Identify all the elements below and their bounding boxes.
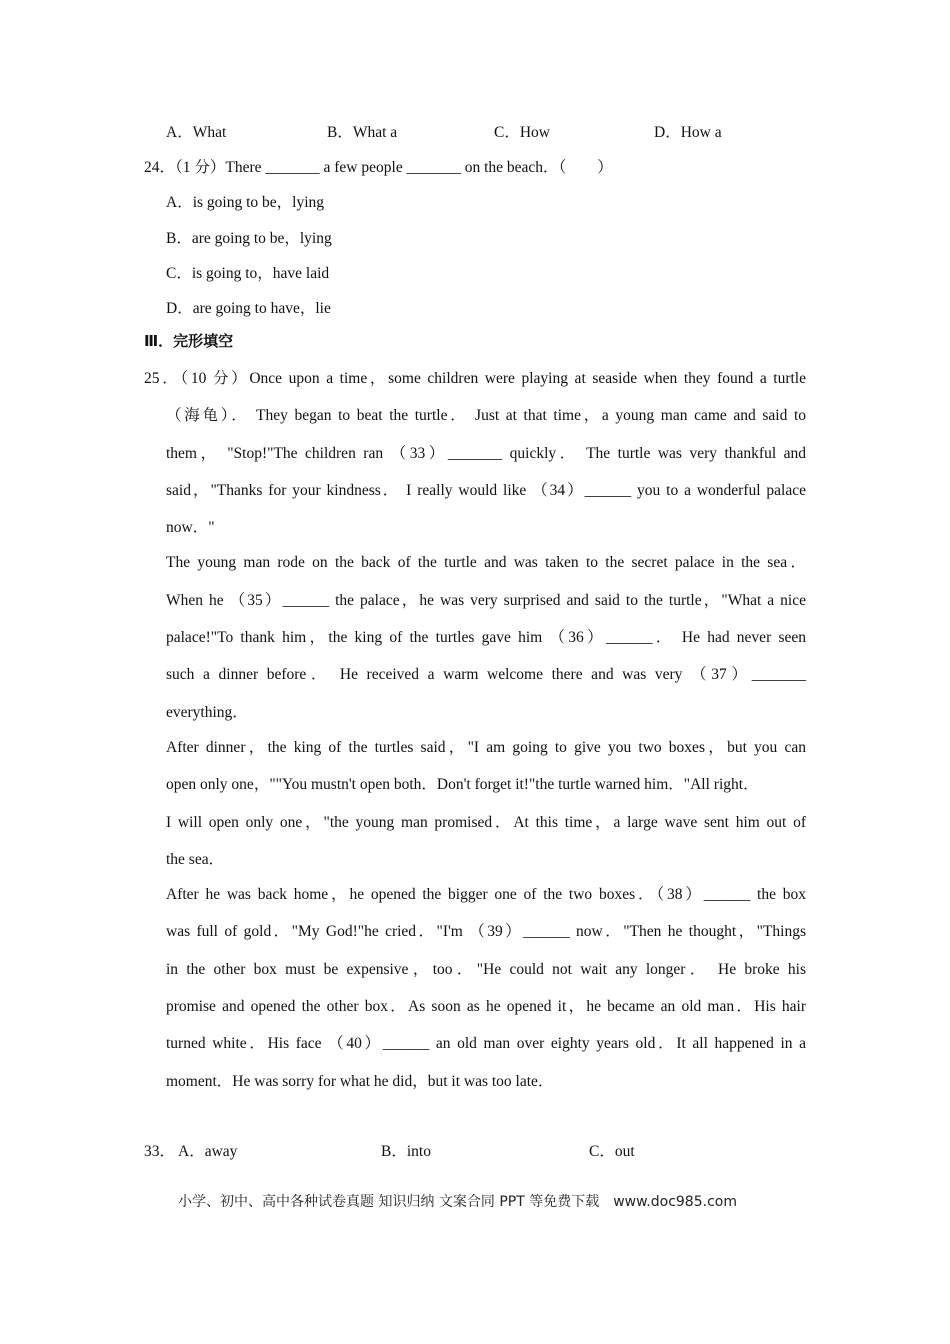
footer-text: 小学、初中、高中各种试卷真题 知识归纳 文案合同 PPT 等免费下载 www.doc985.com xyxy=(178,1194,737,1210)
q33-option-c: C．out xyxy=(589,1143,635,1160)
passage-line: When he （35）______ the palace，he was very surprised and said to the turtle，"What a nice xyxy=(166,592,806,609)
passage-line: in the other box must be expensive，too．"He could not wait any longer． He broke his xyxy=(166,961,806,978)
passage-line: （海龟）． They began to beat the turtle． Just at that time，a young man came and said to xyxy=(166,407,806,424)
passage-line: After dinner，the king of the turtles said，"I am going to give you two boxes，but you can xyxy=(166,739,806,756)
passage-line: them， "Stop!"The children ran （33）_______ quickly． The turtle was very thankful and xyxy=(166,445,806,462)
q24-option-c: C．is going to，have laid xyxy=(166,265,330,282)
q24-option-b: B．are going to be，lying xyxy=(166,230,332,247)
passage-line: the sea． xyxy=(166,851,225,868)
passage-line: was full of gold．"My God!"he cried．"I'm （39）______ now．"Then he thought，"Things xyxy=(166,923,806,940)
q24-option-d: D．are going to have，lie xyxy=(166,300,331,317)
q23-option-c: C．How xyxy=(494,124,550,141)
passage-line: The young man rode on the back of the turtle and was taken to the secret palace in the sea． xyxy=(166,554,806,571)
passage-line: now．" xyxy=(166,519,215,536)
q23-option-a: A．What xyxy=(166,124,227,141)
q23-option-b: B．What a xyxy=(327,124,398,141)
q23-option-d: D．How a xyxy=(654,124,722,141)
passage-line: palace!"To thank him，the king of the turtles gave him （36）______． He had never seen xyxy=(166,629,806,646)
passage-line: said，"Thanks for your kindness． I really would like （34）______ you to a wonderful palace xyxy=(166,482,806,499)
passage-line: turned white．His face （40）______ an old man over eighty years old．It all happened in a xyxy=(166,1035,806,1052)
section-title: Ⅲ．完形填空 xyxy=(144,332,234,350)
passage-line: promise and opened the other box．As soon as he opened it，he became an old man．His hair xyxy=(166,998,806,1015)
passage-line: everything． xyxy=(166,704,248,721)
q33-option-a: A．away xyxy=(178,1143,238,1160)
passage-line: such a dinner before． He received a warm welcome there and was very （37）_______ xyxy=(166,666,806,683)
passage-line: open only one，""You mustn't open both．Don't forget it!"the turtle warned him．"All right． xyxy=(166,776,759,793)
passage-line: 25．（10 分）Once upon a time，some children were playing at seaside when they found a turtle xyxy=(144,370,806,387)
q24-stem: 24．（1 分）There _______ a few people _______ on the beach．（ ） xyxy=(144,159,613,176)
passage-line: After he was back home，he opened the bigger one of the two boxes．（38）______ the box xyxy=(166,886,806,903)
passage-line: I will open only one，"the young man promised．At this time，a large wave sent him out of xyxy=(166,814,806,831)
q33-option-b: B．into xyxy=(381,1143,431,1160)
passage-line: moment．He was sorry for what he did，but it was too late． xyxy=(166,1073,554,1090)
q33-label: 33． xyxy=(144,1143,176,1160)
q24-option-a: A．is going to be，lying xyxy=(166,194,325,211)
